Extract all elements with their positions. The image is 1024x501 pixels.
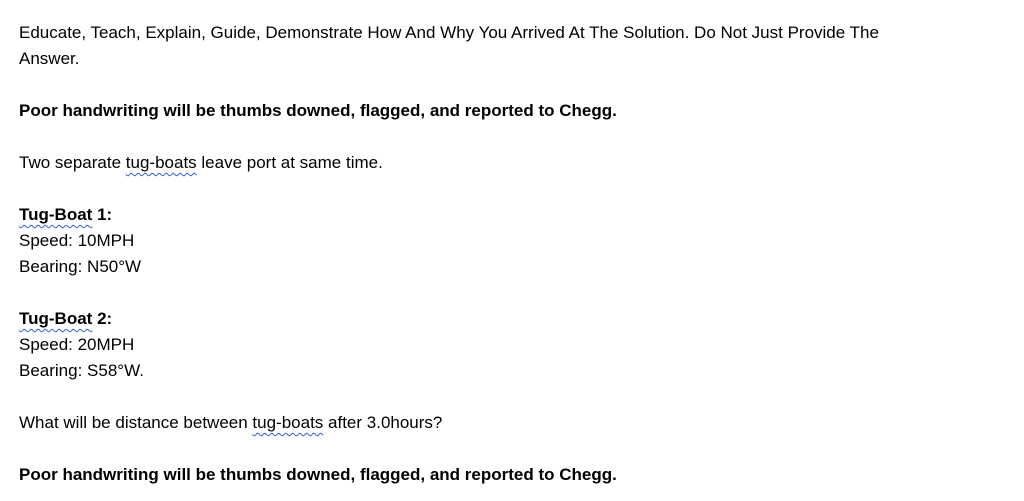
question-text-pre: What will be distance between	[19, 413, 253, 432]
instructions-line-1: Educate, Teach, Explain, Guide, Demonstrate How And Why You Arrived At The Solution. Do Not Just Provide The	[19, 23, 879, 42]
paragraph-spacer	[19, 176, 1009, 202]
boat2-speed: Speed: 20MPH	[19, 335, 135, 354]
paragraph-spacer	[19, 384, 1009, 410]
question-text-post: after 3.0hours?	[323, 413, 443, 432]
problem-text-pre: Two separate	[19, 153, 126, 172]
boat2-heading	[19, 306, 1009, 332]
boat1-title-number: 1:	[92, 205, 113, 224]
boat2-bearing: Bearing: S58°W.	[19, 361, 144, 380]
problem-statement	[19, 150, 1009, 176]
question	[19, 410, 1009, 436]
paragraph-spacer	[19, 124, 1009, 150]
warning-bottom: Poor handwriting will be thumbs downed, flagged, and reported to Chegg.	[19, 465, 617, 484]
problem-text-post: leave port at same time.	[196, 153, 383, 172]
instructions-line-2: Answer.	[19, 49, 80, 68]
boat2-title-term[interactable]: Tug-Boat	[19, 309, 93, 328]
boat1-speed: Speed: 10MPH	[19, 231, 135, 250]
boat1-heading	[19, 202, 1009, 228]
spellcheck-term[interactable]: tug-boats	[252, 413, 324, 432]
spellcheck-term[interactable]: tug-boats	[125, 153, 197, 172]
paragraph-spacer	[19, 436, 1009, 462]
boat1-bearing: Bearing: N50°W	[19, 257, 142, 276]
document-body	[19, 20, 1009, 488]
paragraph-spacer	[19, 72, 1009, 98]
boat1-title-term[interactable]: Tug-Boat	[19, 205, 93, 224]
boat2-title-number: 2:	[92, 309, 113, 328]
paragraph-spacer	[19, 280, 1009, 306]
warning-top: Poor handwriting will be thumbs downed, flagged, and reported to Chegg.	[19, 101, 617, 120]
